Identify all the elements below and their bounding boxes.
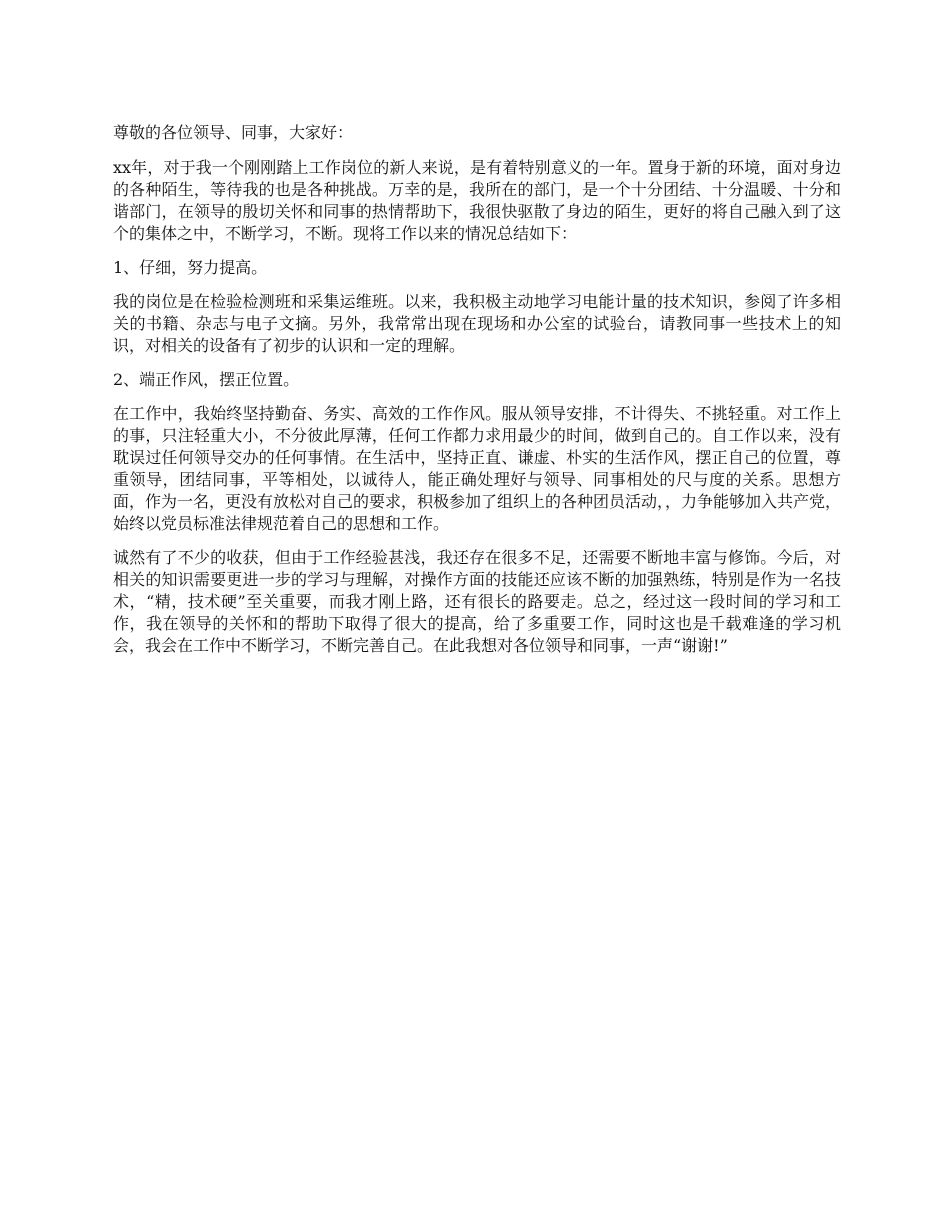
paragraph-conclusion: 诚然有了不少的收获，但由于工作经验甚浅，我还存在很多不足，还需要不断地丰富与修饰。今后，对相关的知识需要更进一步的学习与理解，对操作方面的技能还应该不断的加强熟练，特别是作为一名技术，“精，技术硬”至关重要，而我才刚上路，还有很长的路要走。总之，经过这一段时间的学习和工作，我在领导的关怀和的帮助下取得了很大的提高，给了多重要工作，同时这也是千载难逢的学习机会，我会在工作中不断学习，不断完善自己。在此我想对各位领导和同事，一声“谢谢!”	[113, 548, 841, 655]
greeting-line: 尊敬的各位领导、同事，大家好：	[113, 123, 354, 142]
section-heading-1: 1、仔细，努力提高。	[113, 258, 268, 277]
paragraph-section-2: 在工作中，我始终坚持勤奋、务实、高效的工作作风。服从领导安排，不计得失、不挑轻重。对工作上的事，只注轻重大小，不分彼此厚薄，任何工作都力求用最少的时间，做到自己的。自工作以来，没有耽误过任何领导交办的任何事情。在生活中，坚持正直、谦虚、朴实的生活作风，摆正自己的位置，尊重领导，团结同事，平等相处，以诚待人，能正确处理好与领导、同事相处的尺与度的关系。思想方面，作为一名，更没有放松对自己的要求，积极参加了组织上的各种团员活动，，力争能够加入共产党，始终以党员标准法律规范着自己的思想和工作。	[113, 404, 842, 533]
document-body	[113, 122, 841, 669]
section-heading-2: 2、端正作风，摆正位置。	[113, 370, 300, 389]
paragraph-section-1: 我的岗位是在检验检测班和采集运维班。以来，我积极主动地学习电能计量的技术知识，参阅了许多相关的书籍、杂志与电子文摘。另外，我常常出现在现场和办公室的试验台，请教同事一些技术上的知识，对相关的设备有了初步的认识和一定的理解。	[113, 292, 841, 355]
paragraph-intro: xx年，对于我一个刚刚踏上工作岗位的新人来说，是有着特别意义的一年。置身于新的环境，面对身边的各种陌生，等待我的也是各种挑战。万幸的是，我所在的部门，是一个十分团结、十分温暖、十分和谐部门，在领导的殷切关怀和同事的热情帮助下，我很快驱散了身边的陌生，更好的将自己融入到了这个的集体之中，不断学习，不断。现将工作以来的情况总结如下：	[113, 158, 841, 243]
